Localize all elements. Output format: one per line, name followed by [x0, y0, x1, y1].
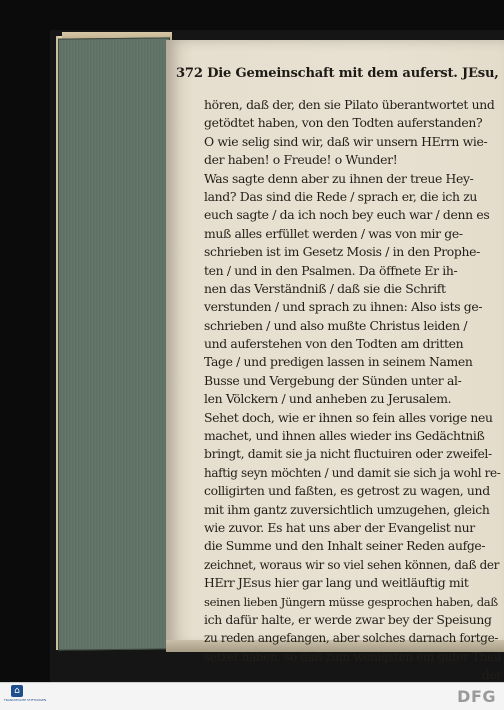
text-line: Was sagte denn aber zu ihnen der treue Hey-	[204, 170, 474, 186]
text-line: Tage / und predigen lassen in seinem Namen	[204, 354, 473, 370]
text-line: setzet haben, so daß zum wenigsten ein guter Theil	[204, 649, 501, 664]
text-line: HErr JEsus hier gar lang und weitläuftig mit	[204, 575, 469, 591]
text-line: hören, daß der, den sie Pilato überantwortet und	[204, 97, 495, 112]
text-line: muß alles erfüllet werden / was von mir ge-	[204, 225, 463, 241]
page-header: 372 Die Gemeinschaft mit dem auferst. JEsu,	[176, 66, 499, 81]
text-line: schrieben ist im Gesetz Mosis / in den Prophe-	[204, 244, 480, 260]
text-line: schrieben / und also mußte Christus leiden /	[204, 317, 468, 333]
page-text-block	[204, 96, 502, 685]
text-line: seinen lieben Jüngern müsse gesprochen haben, daß	[204, 594, 498, 609]
text-line: getödtet haben, von den Todten auferstanden?	[204, 115, 483, 131]
text-line: zeichnet, woraus wir so viel sehen können, daß der	[204, 557, 500, 572]
dfg-logo[interactable]: DFG	[457, 687, 496, 706]
text-line: die Summe und den Inhalt seiner Reden aufge-	[204, 538, 486, 554]
text-line: len Völckern / und anheben zu Jerusalem.	[204, 391, 452, 407]
book-fore-edge	[58, 37, 170, 650]
text-line: ten / und in den Psalmen. Da öffnete Er ih-	[204, 262, 458, 278]
text-line: land? Das sind die Rede / sprach er, die ich zu	[204, 188, 478, 204]
text-line: O wie selig sind wir, daß wir unsern HErrn wie-	[204, 133, 488, 149]
text-line: colligirten und faßten, es getrost zu wagen, und	[204, 483, 490, 499]
text-line: der haben! o Freude! o Wunder!	[204, 152, 398, 168]
text-line: euch sagte / da ich noch bey euch war / denn es	[204, 207, 490, 223]
viewer-footer-bar	[0, 682, 504, 710]
text-line: mit ihm gantz zuversichtlich umzugehen, gleich	[204, 501, 490, 517]
text-line: nen das Verständniß / daß sie die Schrift	[204, 280, 446, 296]
text-line: ich dafür halte, er werde zwar bey der Speisung	[204, 611, 492, 627]
francke-foundations-logo-icon[interactable]	[4, 685, 47, 707]
text-line: haftig seyn möchten / und damit sie sich ja wohl re-	[204, 465, 501, 480]
text-line: wie zuvor. Es hat uns aber der Evangelist nur	[204, 519, 475, 535]
logo-mark-icon: ⌂	[11, 685, 23, 697]
text-line: Busse und Vergebung der Sünden unter al-	[204, 372, 462, 388]
text-line: der	[481, 667, 502, 683]
text-line: zu reden angefangen, aber solches darnach fortge-	[204, 631, 499, 646]
text-line: verstunden / und sprach zu ihnen: Also ists ge-	[204, 299, 483, 315]
text-line: bringt, damit sie ja nicht fluctuiren oder zweifel-	[204, 446, 492, 462]
text-line: machet, und ihnen alles wieder ins Gedächtniß	[204, 428, 485, 444]
logo-label: FRANCKESCHE STIFTUNGEN	[4, 698, 47, 702]
text-line: und auferstehen von den Todten am dritten	[204, 336, 464, 352]
text-line: Sehet doch, wie er ihnen so fein alles vorige neu	[204, 409, 493, 425]
